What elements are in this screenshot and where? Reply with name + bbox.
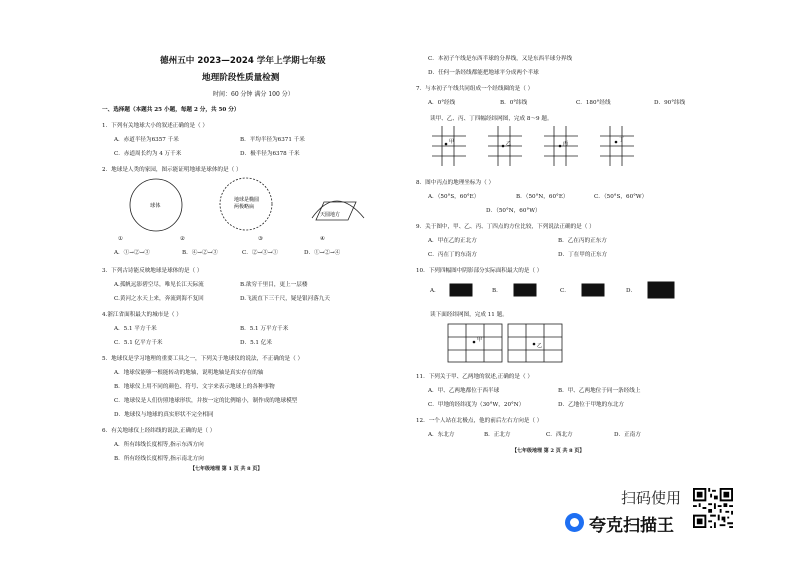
question-7: 7．与本初子午线共同组成一个经线圈的是（ ） [416, 86, 534, 92]
q3-option-c: C.黄河之水天上来，奔流到海不复回 [114, 296, 204, 302]
q9-option-b: B．乙在丙的正东方 [558, 238, 607, 244]
q7-option-b: B．0°纬线 [500, 100, 528, 106]
question-12: 12．一个人站在北极点，他的前后左右方向是（ ） [416, 418, 543, 424]
intro-8-9: 读甲、乙、丙、丁四幅经纬网图，完成 8～9 题。 [430, 116, 553, 122]
page-footer-2: 【七年级地理 第 2 页 共 8 页】 [512, 448, 585, 454]
q12-option-d: D．正南方 [614, 432, 641, 438]
q12-option-a: A．东北方 [428, 432, 455, 438]
q9-option-a: A．甲在乙的正北方 [428, 238, 477, 244]
question-9: 9．关于图中，甲、乙、丙、丁四点的方位比较，下列说法正确的是（ ） [416, 224, 595, 230]
q7-option-d: D．90°纬线 [654, 100, 686, 106]
q10-option-c: C． [560, 288, 570, 294]
q4-option-d: D．5.1 亿米 [240, 340, 272, 346]
q8-option-a: A．（50°S，60°E） [428, 194, 480, 200]
exam-page-2 [416, 28, 756, 468]
question-6: 6．有关地球仪上经纬线的说法,正确的是（ ） [102, 428, 216, 434]
scanner-watermark [565, 487, 690, 537]
map-point-jia [473, 341, 476, 344]
earth-shape-figures [116, 176, 376, 234]
q3-option-d: D.飞流直下三千尺，疑是银河落九天 [240, 296, 330, 302]
figure-number-4: ④ [320, 236, 326, 242]
q1-option-d: D．极半径为6378 千米 [240, 151, 300, 157]
intro-11: 读下面经纬网图，完成 11 题。 [430, 312, 508, 318]
grid-label-ding: 丁 [619, 137, 625, 143]
figure-number-2: ② [180, 236, 186, 242]
question-10: 10．下列四幅图中阴影部分实际面积最大的是（ ） [416, 268, 543, 274]
q5-option-a: A．地球仪能够一根能转动的地轴，说明地轴是真实存在的轴 [114, 370, 264, 376]
q4-option-b: B．5.1 万平方千米 [240, 326, 289, 332]
q1-option-c: C．赤道周长约为 4 万千米 [114, 151, 182, 157]
quark-logo-icon [565, 513, 584, 532]
grid-label-jia: 甲 [449, 139, 455, 145]
figure-number-3: ③ [258, 236, 264, 242]
q6-option-d: D．任何一条经线都能把地球平分成两个半球 [428, 70, 539, 76]
question-1: 1．下列有关地球大小的叙述正确的是（ ） [102, 123, 209, 129]
q2-option-d: D．①→②→④ [304, 250, 341, 256]
question-5: 5．地球仪是学习地理的重要工具之一，下列关于地球仪的说法，不正确的是（ ） [102, 356, 304, 362]
q4-option-a: A．5.1 平方千米 [114, 326, 157, 332]
question-4: 4.浙江省面积最大的城市是（ ） [102, 312, 182, 318]
map-label-yi: 乙 [537, 343, 543, 349]
figure-number-1: ① [118, 236, 124, 242]
q8-option-b: B．（50°N，60°E） [516, 194, 569, 200]
q2-option-c: C．②→③→① [242, 250, 279, 256]
q5-option-d: D．地球仪与地球的真实形状不完全相同 [114, 412, 214, 418]
point-jia [445, 143, 448, 146]
globe-label: 球体 [150, 203, 161, 209]
q8-option-c: C．（50°S，60°W） [594, 194, 648, 200]
map-label-jia: 甲 [477, 337, 483, 343]
map-point-yi [533, 343, 536, 346]
grid-label-bing: 丙 [563, 141, 569, 147]
scanner-app-name: 夸克扫描王 [589, 516, 674, 536]
q11-option-c: C．甲地的经纬度为（30°W，20°N） [428, 402, 525, 408]
q11-option-b: B．甲、乙两地位于同一条经线上 [558, 388, 641, 394]
q6-option-b: B．所有经线长度相等,指示南北方向 [114, 456, 204, 462]
q11-option-d: D．乙地位于甲地的东北方 [558, 402, 625, 408]
q12-option-c: C．西北方 [546, 432, 573, 438]
ellipse-label-2: 两极略扁 [234, 204, 255, 210]
q5-option-c: C．地球仪是人们仿照地球形状，并按一定的比例缩小，制作成的地球模型 [114, 398, 298, 404]
page-footer-1: 【七年级地理 第 1 页 共 8 页】 [190, 466, 263, 472]
q5-option-b: B．地球仪上用不同的颜色、符号、文字来表示地球上的各种事物 [114, 384, 275, 390]
q10-option-b: B． [492, 288, 502, 294]
question-3: 3．下列古诗能反映地球是球体的是（ ） [102, 268, 203, 274]
grid-label-yi: 乙 [506, 141, 512, 147]
q3-option-a: A.孤帆远影碧空尽，唯见长江天际流 [114, 282, 204, 288]
lat-long-grids [430, 124, 660, 174]
question-2: 2．地球是人类的家园，图示能证明地球是球体的是（ ） [102, 167, 242, 173]
exam-page-1 [98, 28, 428, 472]
q1-option-a: A．赤道半径为6357 千米 [114, 137, 179, 143]
qr-code-icon[interactable] [693, 488, 733, 528]
q9-option-c: C．丙在丁的东南方 [428, 252, 478, 258]
q3-option-b: B.欲穷千里目，更上一层楼 [240, 282, 308, 288]
q10-option-a: A． [430, 288, 440, 294]
flat-earth-label: 天圆地方 [320, 212, 341, 218]
q1-option-b: B．平均半径为6371 千米 [240, 137, 305, 143]
q9-option-d: D．丁在甲的正东方 [558, 252, 608, 258]
ellipse-label: 地球是椭圆 [234, 197, 260, 203]
section-heading: 一、选择题（本题共 25 小题，每题 2 分，共 50 分） [102, 107, 240, 113]
scan-to-use-label: 扫码使用 [621, 489, 682, 507]
shaded-area-figures [446, 276, 686, 306]
q12-option-b: B．正北方 [484, 432, 511, 438]
q7-option-a: A．0°经线 [428, 100, 456, 106]
question-11: 11．下列关于甲、乙两地的叙述,正确的是（ ） [416, 374, 533, 380]
lat-long-map [438, 320, 568, 366]
q4-option-c: C．5.1 亿平方千米 [114, 340, 163, 346]
q11-option-a: A．甲、乙两地都位于西半球 [428, 388, 500, 394]
q10-option-d: D． [626, 288, 637, 294]
q2-option-a: A．①→②→③ [114, 250, 150, 256]
point-ding [615, 141, 618, 144]
exam-subtitle: 地理阶段性质量检测 [202, 73, 280, 83]
q8-option-d: D．（50°N，60°W） [486, 208, 541, 214]
question-8: 8．图中丙点的地理坐标为（ ） [416, 180, 495, 186]
exam-meta: 时间：60 分钟 满分 100 分） [213, 91, 294, 98]
point-yi [502, 145, 505, 148]
q6-option-a: A．所有纬线长度相等,指示东西方向 [114, 442, 204, 448]
q7-option-c: C．180°经线 [576, 100, 611, 106]
q2-option-b: B．④→②→③ [182, 250, 218, 256]
exam-title: 德州五中 2023—2024 学年上学期七年级 [160, 56, 326, 66]
q6-option-c: C．本初子午线是东西半球的分界线，又是东西半球分界线 [428, 56, 573, 62]
point-bing [559, 145, 562, 148]
